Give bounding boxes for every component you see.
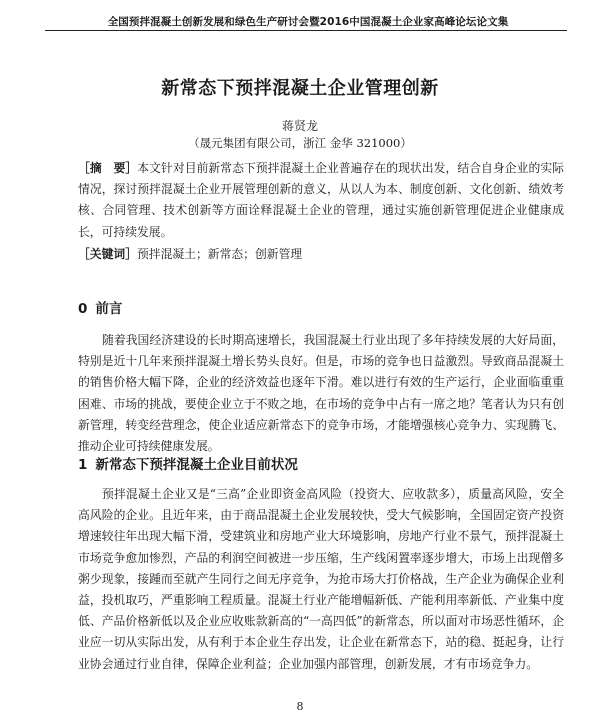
author-name: 蒋贤龙: [281, 119, 318, 133]
section-title: 前言: [95, 301, 123, 317]
abstract-text: 本文针对目前新常态下预拌混凝土企业普遍存在的现状出发，结合自身企业的实际情况，探讨预拌混凝土企业开展管理创新的意义，从以人为本、制度创新、文化创新、绩效考核、合同管理、技术创新等方面诠释混凝土企业的管理，通过实施创新管理促进企业健康成长，可持续发展。: [78, 161, 564, 239]
section-title: 新常态下预拌混凝土企业目前状况: [95, 457, 298, 473]
section-paragraph-introduction: 随着我国经济建设的长时期高速增长，我国混凝土行业出现了多年持续发展的大好局面，特别是近十几年来预拌混凝土增长势头良好。但是，市场的竞争也日益激烈。导致商品混凝土的销售价格大幅下降，企业的经济效益也逐年下滑。难以进行有效的生产运行，企业面临重重困难、市场的挑战，要使企业立于不败之地，在市场的竞争中占有一席之地？笔者认为只有创新管理，转变经营理念，使企业适应新常态下的竞争市场，才能增强核心竞争力、实现腾飞、推动企业可持续健康发展。: [78, 333, 564, 454]
header-rule: [45, 30, 567, 31]
running-header: 全国预拌混凝土创新发展和绿色生产研讨会暨2016中国混凝土企业家高峰论坛论文集: [107, 16, 509, 28]
article-title: 新常态下预拌混凝土企业管理创新: [161, 78, 439, 99]
abstract-label: ［摘 要］: [78, 161, 138, 175]
keywords: [78, 244, 564, 265]
author-affiliation: （晟元集团有限公司，浙江 金华 321000）: [188, 136, 412, 150]
section-heading-introduction: [78, 297, 122, 317]
keywords-text: 预拌混凝土；新常态；创新管理: [137, 247, 303, 261]
section-paragraph-current-status: 预拌混凝土企业又是“三高”企业即资金高风险（投资大、应收款多），质量高风险，安全高风险的企业。且近年来，由于商品混凝土企业发展较快，受大气候影响，全国固定资产投资增速较往年出现大幅下滑，受建筑业和房地产业大环境影响，房地产行业不景气，预拌混凝土市场竞争愈加惨烈，产品的利润空间被进一步压缩，生产线闲置率逐步增大，市场上出现僧多粥少现象，接踵而至就产生同行之间无序竞争，为抢市场大打价格战，生产企业为确保企业利益，投机取巧，严重影响工程质量。混凝土行业产能增幅新低、产能利用率新低、产业集中度低、产品价格新低以及企业应收账款新高的“一高四低”的新常态，所以面对市场恶性循环，企业应一切从实际出发，从有利于本企业生存出发，让企业在新常态下，站的稳、挺起身，让行业协会通过行业自律，保障企业利益；企业加强内部管理，创新发展，才有市场竞争力。: [78, 487, 564, 671]
section-heading-current-status: [78, 453, 298, 473]
section-number: 0: [78, 301, 88, 317]
abstract: [78, 158, 564, 243]
section-number: 1: [78, 457, 88, 473]
keywords-label: ［关键词］: [78, 247, 137, 261]
page-number: 8: [296, 700, 304, 713]
